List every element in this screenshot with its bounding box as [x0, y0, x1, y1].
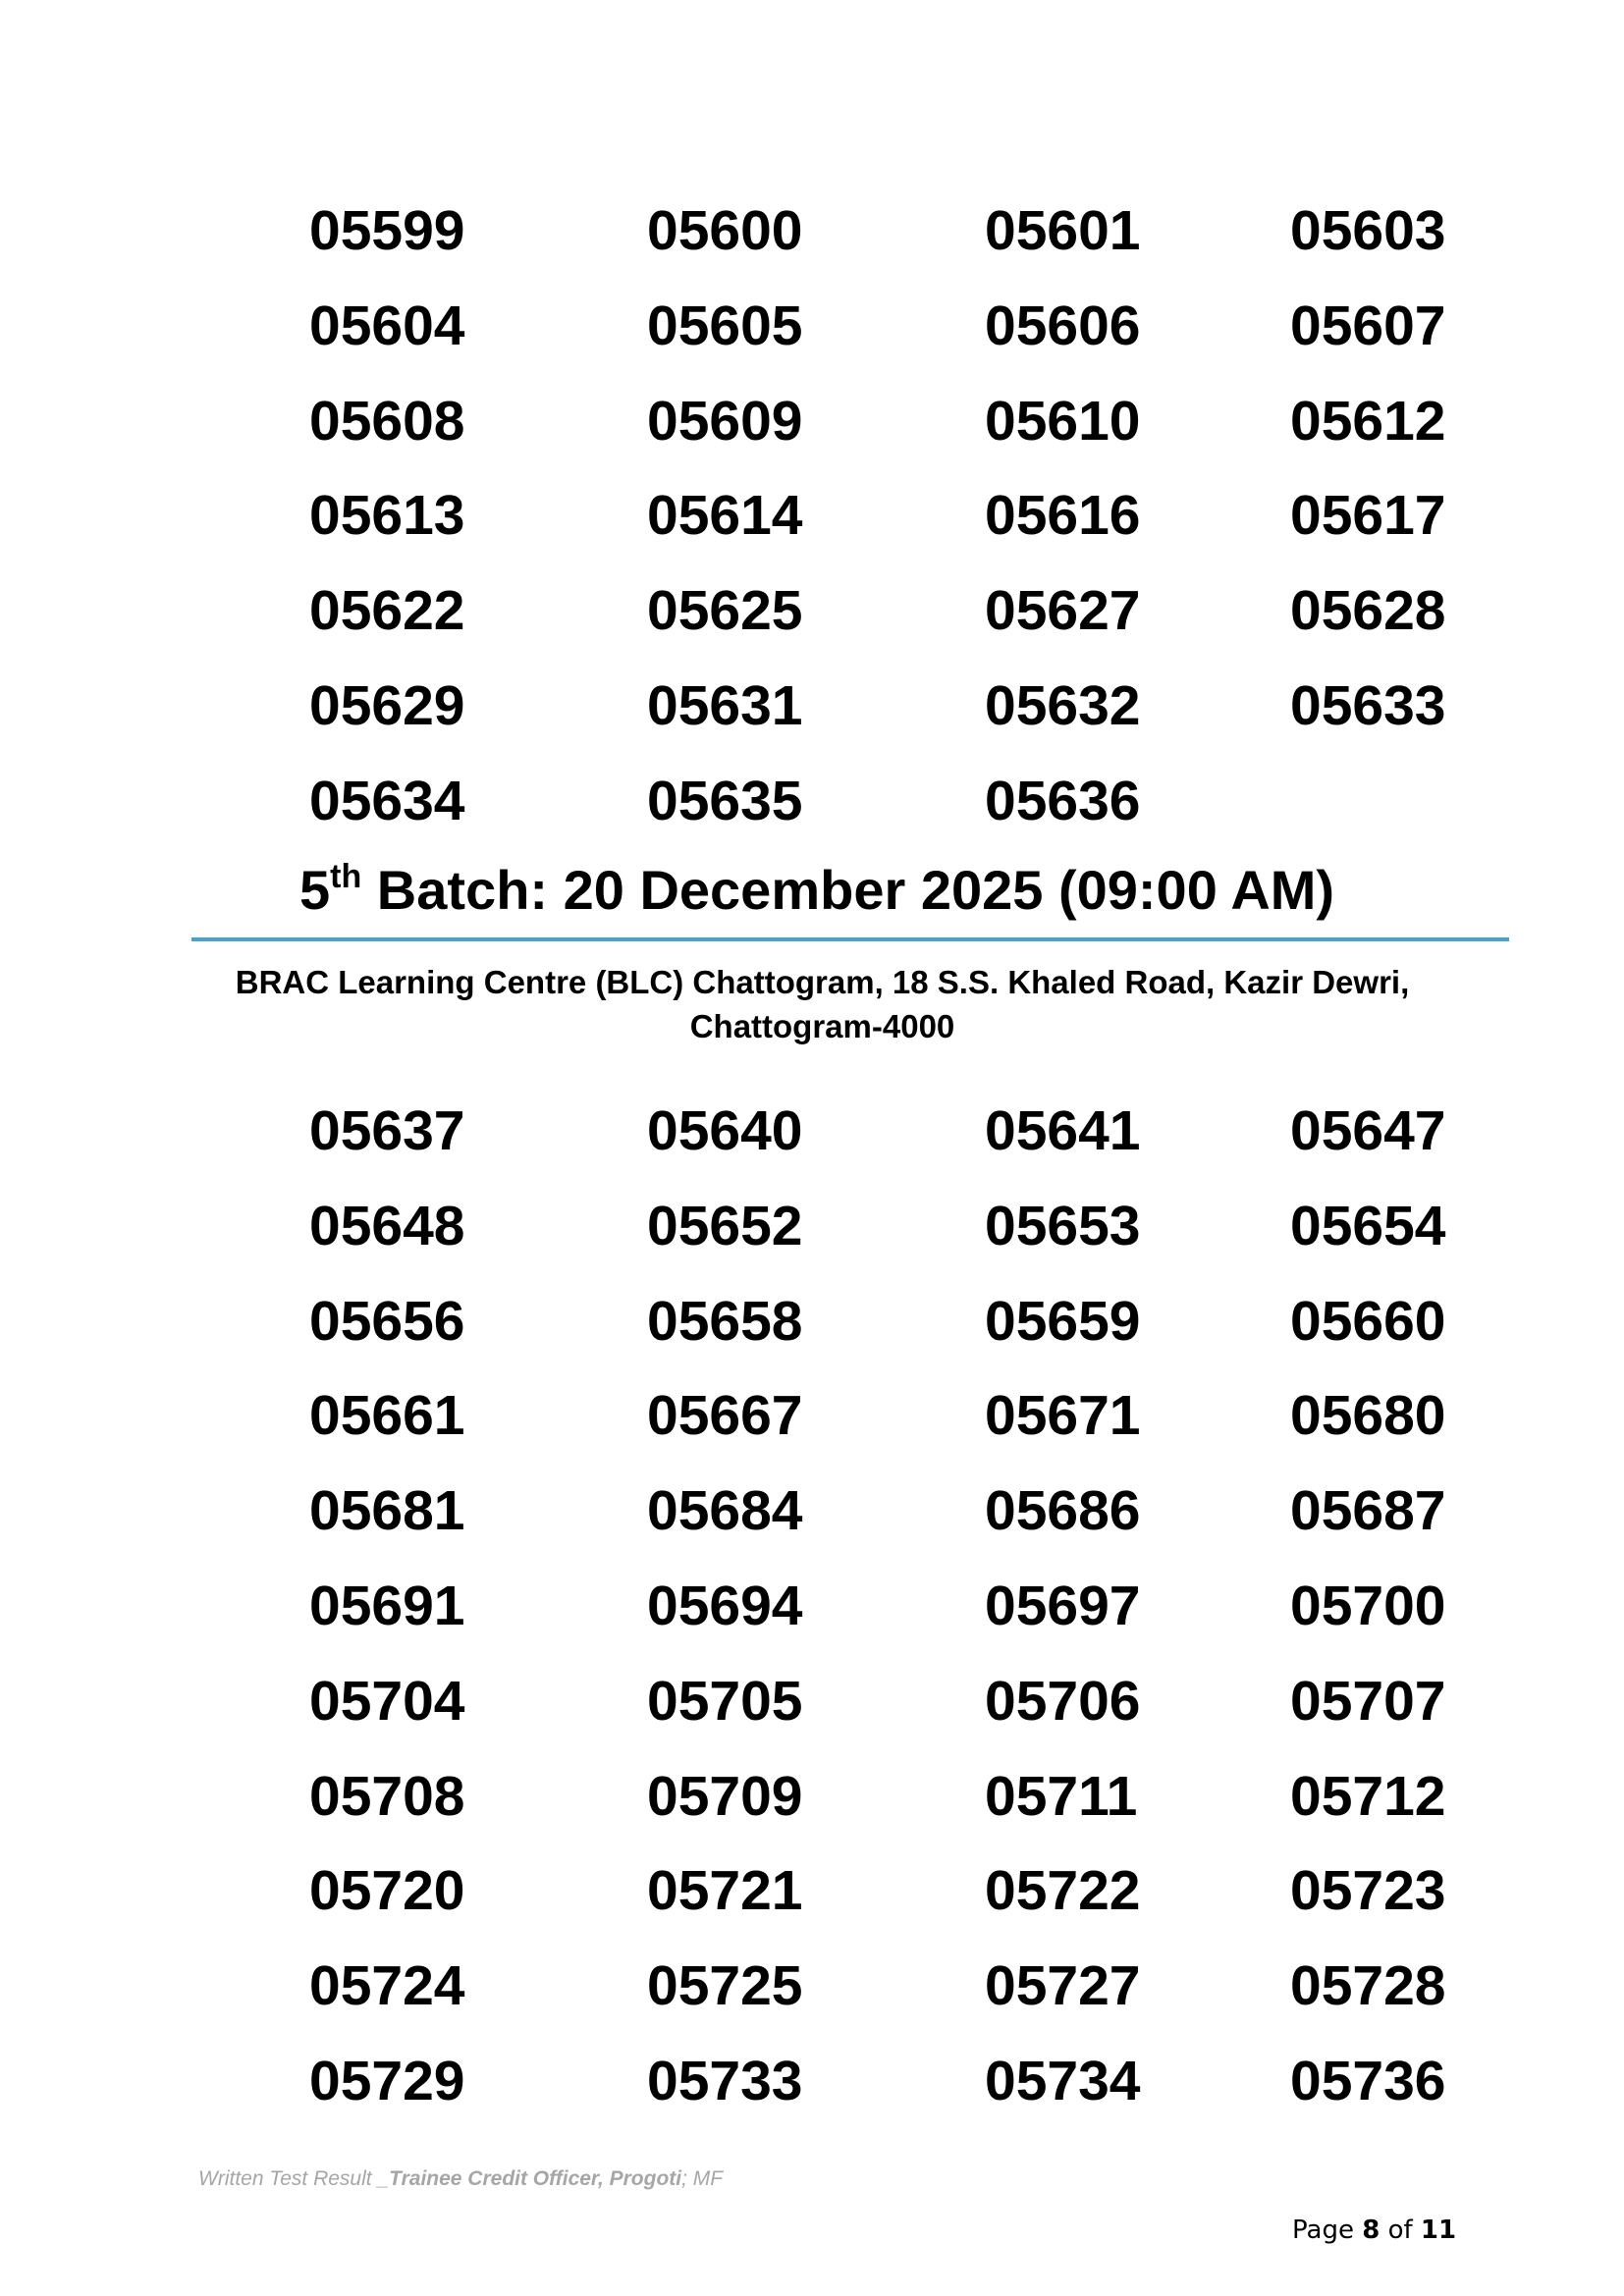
roll-number: 05681	[309, 1479, 465, 1543]
row-spacer	[0, 1654, 309, 1749]
roll-number: 05635	[647, 769, 803, 832]
batch-heading	[299, 856, 1334, 925]
roll-number: 05723	[1290, 1859, 1446, 1923]
roll-number: 05605	[647, 294, 803, 357]
roll-number: 05606	[985, 294, 1141, 357]
row-spacer	[0, 1939, 309, 2034]
venue-line-1: BRAC Learning Centre (BLC) Chattogram, 18 S.S. Khaled Road, Kazir Dewri,	[235, 964, 1410, 1000]
roll-number: 05694	[647, 1574, 803, 1637]
roll-number: 05641	[985, 1099, 1141, 1162]
roll-number: 05709	[647, 1764, 803, 1828]
roll-number: 05704	[309, 1669, 465, 1733]
roll-number: 05728	[1290, 1954, 1446, 2018]
roll-number: 05648	[309, 1194, 465, 1257]
roll-number: 05707	[1290, 1669, 1446, 1733]
roll-number: 05706	[985, 1669, 1141, 1733]
row-spacer	[0, 468, 309, 563]
batch-heading-text: Batch: 20 December 2025 (09:00 AM)	[361, 859, 1335, 921]
roll-number: 05671	[985, 1384, 1141, 1448]
roll-number: 05640	[647, 1099, 803, 1162]
roll-number: 05631	[647, 673, 803, 737]
row-spacer	[0, 2034, 309, 2129]
page-total: 11	[1420, 2216, 1457, 2245]
roll-number: 05687	[1290, 1479, 1446, 1543]
page-number	[1292, 2216, 1456, 2245]
row-spacer	[0, 1843, 309, 1939]
roll-number: 05610	[985, 389, 1141, 453]
roll-number: 05600	[647, 199, 803, 262]
roll-number: 05667	[647, 1384, 803, 1448]
row-spacer	[0, 659, 309, 754]
roll-number: 05708	[309, 1764, 465, 1828]
roll-number: 05652	[647, 1194, 803, 1257]
roll-number: 05736	[1290, 2049, 1446, 2112]
roll-number: 05613	[309, 484, 465, 548]
roll-number: 05604	[309, 294, 465, 357]
heading-divider	[191, 937, 1509, 941]
roll-number: 05636	[985, 769, 1141, 832]
page-of: of	[1387, 2216, 1413, 2245]
row-spacer	[0, 1464, 309, 1559]
roll-number: 05633	[1290, 673, 1446, 737]
roll-number: 05724	[309, 1954, 465, 2018]
footer-suffix: ; MF	[681, 2167, 724, 2190]
roll-number: 05617	[1290, 484, 1446, 548]
page-current: 8	[1362, 2216, 1380, 2245]
roll-number: 05616	[985, 484, 1141, 548]
footer-prefix: Written Test Result _	[198, 2167, 390, 2190]
venue-line-2: Chattogram-4000	[689, 1008, 955, 1044]
roll-number: 05599	[309, 199, 465, 262]
roll-number: 05637	[309, 1099, 465, 1162]
roll-number: 05659	[985, 1289, 1141, 1353]
row-spacer	[0, 1179, 309, 1274]
roll-number: 05634	[309, 769, 465, 832]
footer-note	[198, 2167, 723, 2191]
roll-number: 05705	[647, 1669, 803, 1733]
roll-number: 05658	[647, 1289, 803, 1353]
roll-number: 05720	[309, 1859, 465, 1923]
roll-number: 05612	[1290, 389, 1446, 453]
row-spacer	[0, 1084, 309, 1179]
footer-position: Trainee Credit Officer, Progoti	[389, 2167, 682, 2190]
roll-number: 05727	[985, 1954, 1141, 2018]
roll-number: 05629	[309, 673, 465, 737]
roll-number: 05691	[309, 1574, 465, 1637]
row-spacer	[0, 1749, 309, 1844]
page-label: Page	[1292, 2216, 1354, 2245]
roll-number: 05609	[647, 389, 803, 453]
batch-ordinal-number: 5	[299, 859, 331, 921]
roll-number: 05712	[1290, 1764, 1446, 1828]
roll-number: 05700	[1290, 1574, 1446, 1637]
venue-address	[191, 960, 1453, 1048]
row-spacer	[0, 1274, 309, 1369]
roll-number: 05647	[1290, 1099, 1446, 1162]
roll-number: 05614	[647, 484, 803, 548]
row-spacer	[0, 184, 309, 279]
row-spacer	[0, 1559, 309, 1654]
roll-number-grid-bottom	[0, 1084, 1624, 2129]
roll-number: 05733	[647, 2049, 803, 2112]
roll-number: 05734	[985, 2049, 1141, 2112]
row-spacer	[0, 1368, 309, 1464]
roll-number: 05632	[985, 673, 1141, 737]
roll-number: 05680	[1290, 1384, 1446, 1448]
roll-number: 05686	[985, 1479, 1141, 1543]
roll-number-grid-top	[0, 184, 1624, 849]
roll-number: 05729	[309, 2049, 465, 2112]
row-spacer	[0, 374, 309, 469]
roll-number: 05625	[647, 579, 803, 643]
roll-number: 05684	[647, 1479, 803, 1543]
roll-number: 05627	[985, 579, 1141, 643]
roll-number: 05622	[309, 579, 465, 643]
roll-number: 05721	[647, 1859, 803, 1923]
row-spacer	[0, 279, 309, 374]
roll-number: 05653	[985, 1194, 1141, 1257]
roll-number: 05603	[1290, 199, 1446, 262]
batch-ordinal-suffix: th	[330, 858, 362, 895]
roll-number: 05711	[985, 1764, 1138, 1828]
roll-number: 05601	[985, 199, 1141, 262]
roll-number: 05722	[985, 1859, 1141, 1923]
roll-number: 05607	[1290, 294, 1446, 357]
roll-number: 05608	[309, 389, 465, 453]
roll-number: 05656	[309, 1289, 465, 1353]
roll-number: 05725	[647, 1954, 803, 2018]
roll-number: 05654	[1290, 1194, 1446, 1257]
roll-number: 05660	[1290, 1289, 1446, 1353]
roll-number: 05661	[309, 1384, 465, 1448]
row-spacer	[0, 754, 309, 849]
roll-number: 05697	[985, 1574, 1141, 1637]
roll-number: 05628	[1290, 579, 1446, 643]
row-spacer	[0, 563, 309, 659]
